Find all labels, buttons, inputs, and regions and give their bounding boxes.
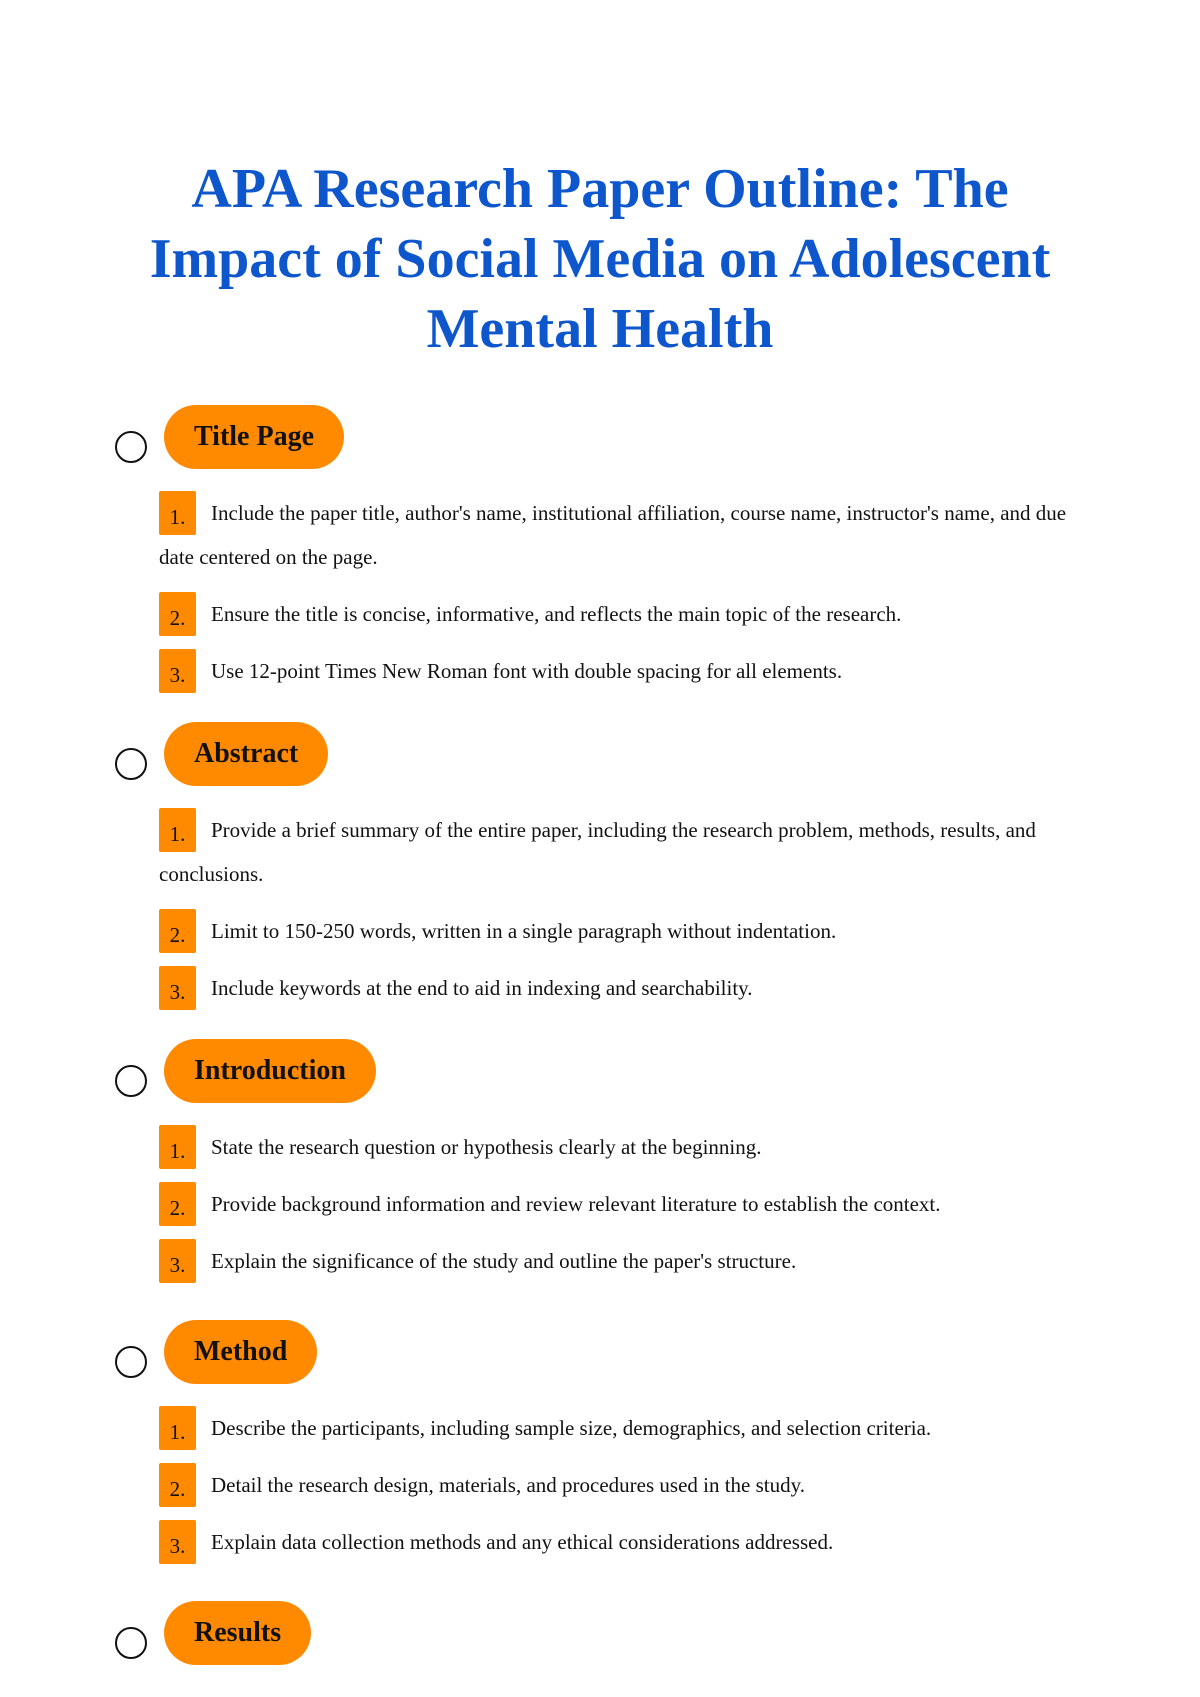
item-text: Include the paper title, author's name, institutional affiliation, course name, instructor's name, and due date centered on the page. bbox=[159, 501, 1067, 569]
list-item bbox=[159, 1239, 1079, 1283]
list-item bbox=[159, 649, 1079, 693]
section-header bbox=[0, 1320, 1200, 1386]
list-item bbox=[159, 1406, 1079, 1450]
radio-circle-icon[interactable] bbox=[115, 1627, 147, 1659]
radio-circle-icon[interactable] bbox=[115, 1065, 147, 1097]
radio-circle-icon[interactable] bbox=[115, 431, 147, 463]
item-list bbox=[159, 1406, 1079, 1564]
section-abstract bbox=[0, 722, 1200, 1026]
section-introduction bbox=[0, 1039, 1200, 1299]
item-number-badge: 1. bbox=[159, 491, 196, 535]
item-text: Explain data collection methods and any ethical considerations addressed. bbox=[211, 1530, 834, 1554]
item-text: Use 12-point Times New Roman font with double spacing for all elements. bbox=[211, 659, 843, 683]
item-number-badge: 2. bbox=[159, 909, 196, 953]
section-title-page bbox=[0, 405, 1200, 709]
section-label: Title Page bbox=[164, 405, 344, 469]
item-list bbox=[159, 1125, 1079, 1283]
radio-circle-icon[interactable] bbox=[115, 1346, 147, 1378]
section-method bbox=[0, 1320, 1200, 1580]
item-number-badge: 2. bbox=[159, 592, 196, 636]
item-number-badge: 3. bbox=[159, 1520, 196, 1564]
section-label: Abstract bbox=[164, 722, 328, 786]
item-list bbox=[159, 491, 1079, 693]
list-item bbox=[159, 808, 1079, 896]
section-label: Introduction bbox=[164, 1039, 376, 1103]
list-item bbox=[159, 1520, 1079, 1564]
item-text: State the research question or hypothesis clearly at the beginning. bbox=[211, 1135, 762, 1159]
section-header bbox=[0, 1039, 1200, 1105]
section-results bbox=[0, 1601, 1200, 1667]
item-number-badge: 2. bbox=[159, 1182, 196, 1226]
item-text: Provide background information and review relevant literature to establish the context. bbox=[211, 1192, 941, 1216]
section-label: Method bbox=[164, 1320, 317, 1384]
section-label: Results bbox=[164, 1601, 311, 1665]
section-header bbox=[0, 722, 1200, 788]
page-title: APA Research Paper Outline: The Impact of Social Media on Adolescent Mental Health bbox=[149, 158, 1051, 360]
item-number-badge: 1. bbox=[159, 1406, 196, 1450]
item-number-badge: 3. bbox=[159, 649, 196, 693]
item-text: Ensure the title is concise, informative, and reflects the main topic of the research. bbox=[211, 602, 902, 626]
item-text: Explain the significance of the study and outline the paper's structure. bbox=[211, 1249, 797, 1273]
item-text: Limit to 150-250 words, written in a single paragraph without indentation. bbox=[211, 919, 837, 943]
list-item bbox=[159, 491, 1079, 579]
list-item bbox=[159, 1125, 1079, 1169]
item-text: Detail the research design, materials, and procedures used in the study. bbox=[211, 1473, 806, 1497]
item-number-badge: 3. bbox=[159, 966, 196, 1010]
item-number-badge: 2. bbox=[159, 1463, 196, 1507]
list-item bbox=[159, 966, 1079, 1010]
item-text: Include keywords at the end to aid in indexing and searchability. bbox=[211, 976, 753, 1000]
item-number-badge: 1. bbox=[159, 1125, 196, 1169]
list-item bbox=[159, 592, 1079, 636]
list-item bbox=[159, 1182, 1079, 1226]
list-item bbox=[159, 1463, 1079, 1507]
item-number-badge: 1. bbox=[159, 808, 196, 852]
section-header bbox=[0, 1601, 1200, 1667]
radio-circle-icon[interactable] bbox=[115, 748, 147, 780]
item-text: Provide a brief summary of the entire paper, including the research problem, methods, results, and conclusions. bbox=[159, 818, 1036, 886]
item-text: Describe the participants, including sample size, demographics, and selection criteria. bbox=[211, 1416, 932, 1440]
section-header bbox=[0, 405, 1200, 471]
item-number-badge: 3. bbox=[159, 1239, 196, 1283]
item-list bbox=[159, 808, 1079, 1010]
list-item bbox=[159, 909, 1079, 953]
